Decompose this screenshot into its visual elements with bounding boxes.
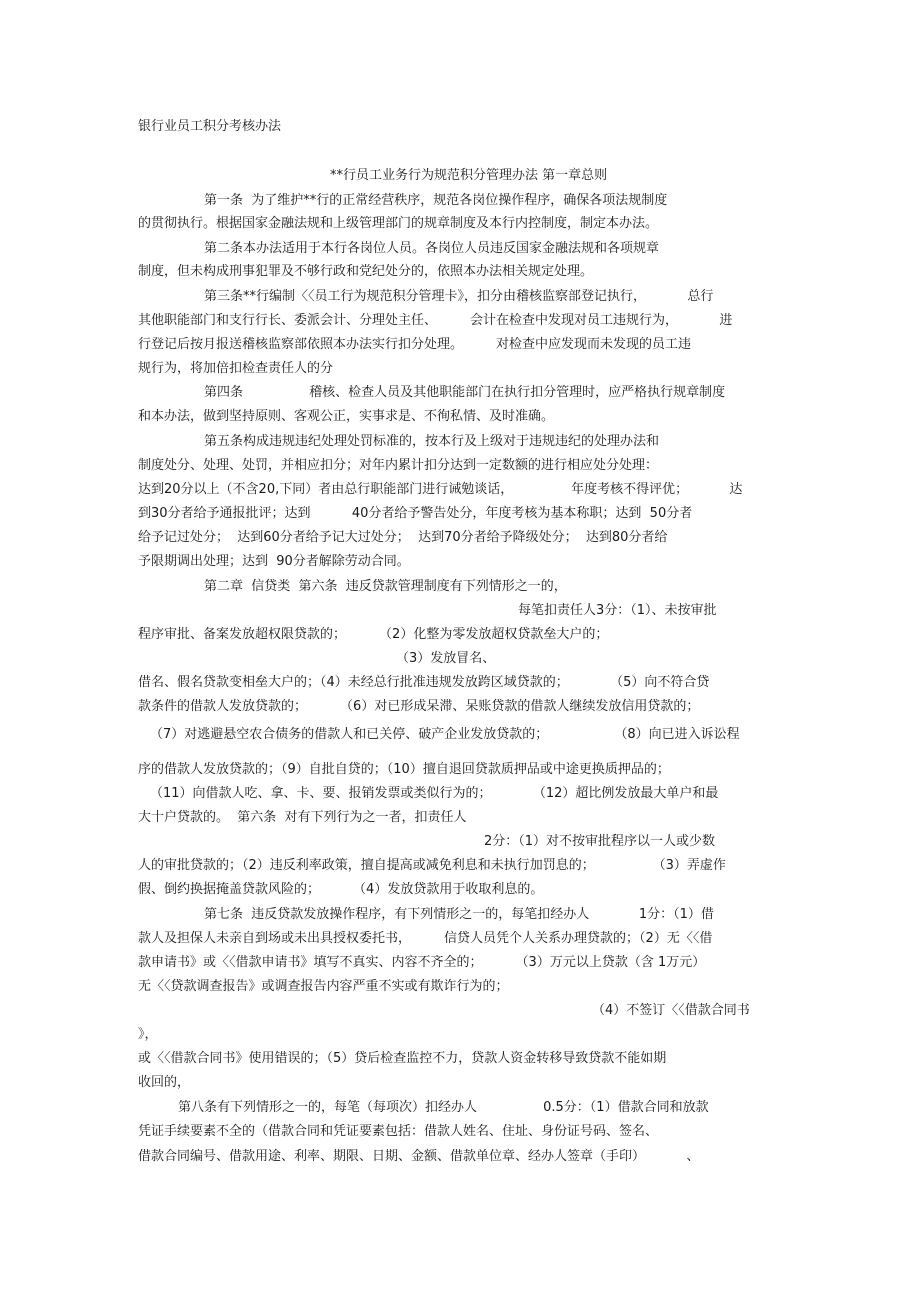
document-title: 银行业员工积分考核办法	[138, 119, 282, 134]
text-line: 收回的，	[138, 1075, 191, 1090]
text-line: 达到20分以上（不含20,下同）者由总行职能部门进行诫勉谈话， 年度考核不得评优； 达	[138, 482, 743, 497]
text-line: 第三条**行编制〈〈员工行为规范积分管理卡》，扣分由稽核监察部登记执行， 总行	[204, 289, 714, 304]
text-line: （11）向借款人吃、拿、卡、要、报销发票或类似行为的； （12）超比例发放最大单户和最	[150, 786, 719, 801]
text-line: 第二章 信贷类 第六条 违反贷款管理制度有下列情形之一的，	[204, 579, 567, 594]
text-line: 规行为，将加倍扣检查责任人的分	[138, 361, 334, 376]
text-line: 款申请书》或〈〈借款申请书》填写不真实、内容不齐全的； （3）万元以上贷款（含 1万元）	[138, 955, 706, 970]
text-line: 或〈〈借款合同书》使用错误的；（5）贷后检查监控不力，贷款人资金转移导致贷款不能如期	[138, 1051, 667, 1066]
text-line: （4）不签订〈〈借款合同书	[592, 1003, 750, 1018]
text-line: 第八条有下列情形之一的，每笔（每项次）扣经办人 0.5分：（1）借款合同和放款	[178, 1100, 709, 1115]
text-line: 人的审批贷款的；（2）违反利率政策，擅自提高或减免利息和未执行加罚息的； （3）弄虚作	[138, 858, 726, 873]
text-line: 的贯彻执行。根据国家金融法规和上级管理部门的规章制度及本行内控制度，制定本办法。	[138, 216, 659, 231]
text-line: （7）对逃避悬空农合债务的借款人和已关停、破产企业发放贷款的； （8）向已进入诉讼程	[150, 727, 740, 742]
text-line: 第二条本办法适用于本行各岗位人员。各岗位人员违反国家金融法规和各项规章	[204, 241, 660, 256]
text-line: 款人及担保人未亲自到场或未出具授权委托书， 信贷人员凭个人关系办理贷款的；（2）无〈〈借	[138, 931, 713, 946]
text-line: 款条件的借款人发放贷款的； （6）对已形成呆滞、呆账贷款的借款人继续发放信用贷款的；	[138, 699, 700, 714]
text-line: 序的借款人发放贷款的；（9）自批自贷的；（10）擅自退回贷款质押品或中途更换质押品的；	[138, 762, 670, 777]
text-line: 凭证手续要素不全的（借款合同和凭证要素包括：借款人姓名、住址、身份证号码、签名、	[138, 1124, 659, 1139]
text-line: 予限期调出处理；达到 90分者解除劳动合同。	[138, 554, 410, 569]
text-line: 第七条 违反贷款发放操作程序，有下列情形之一的，每笔扣经办人 1分：（1）借	[204, 907, 714, 922]
text-line: 大十户贷款的。 第六条 对有下列行为之一者，扣责任人	[138, 810, 467, 825]
text-line: 第一条 为了维护**行的正常经营秩序，规范各岗位操作程序，确保各项法规制度	[204, 193, 668, 208]
text-line: 制度，但未构成刑事犯罪及不够行政和党纪处分的，依照本办法相关规定处理。	[138, 264, 594, 279]
text-line: 》，	[138, 1027, 158, 1042]
text-line: 到30分者给予通报批评；达到 40分者给予警告处分，年度考核为基本称职；达到 50分者	[138, 506, 693, 521]
text-line: 第五条构成违规违纪处理处罚标准的，按本行及上级对于违规违纪的处理办法和	[204, 434, 660, 449]
text-line: 行登记后按月报送稽核监察部依照本办法实行扣分处理。 对检查中应发现而未发现的员工违	[138, 337, 692, 352]
text-line: 假、倒约换据掩盖贷款风险的； （4）发放贷款用于收取利息的。	[138, 882, 544, 897]
text-line: 无〈〈贷款调查报告》或调查报告内容严重不实或有欺诈行为的；	[138, 979, 509, 994]
text-line: 每笔扣责任人3分：（1）、未按审批	[518, 603, 717, 618]
text-line: **行员工业务行为规范积分管理办法 第一章总则	[330, 168, 608, 183]
text-line: 借名、假名贷款变相垒大户的；（4）未经总行批准违规发放跨区域贷款的； （5）向不符合贷	[138, 675, 710, 690]
text-line: 程序审批、备案发放超权限贷款的； （2）化整为零发放超权贷款垒大户的；	[138, 627, 609, 642]
text-line: （3）发放冒名、	[396, 651, 496, 666]
text-line: 第四条 稽核、检查人员及其他职能部门在执行扣分管理时，应严格执行规章制度	[204, 385, 726, 400]
text-line: 制度处分、处理、处罚，并相应扣分；对年内累计扣分达到一定数额的进行相应处分处理：	[138, 458, 659, 473]
text-line: 其他职能部门和支行行长、委派会计、分理处主任、 会计在检查中发现对员工违规行为， 进	[138, 313, 733, 328]
text-line: 给予记过处分； 达到60分者给予记大过处分； 达到70分者给予降级处分； 达到80分者给	[138, 530, 668, 545]
text-line: 借款合同编号、借款用途、利率、期限、日期、金额、借款单位章、经办人签章（手印） 、	[138, 1149, 700, 1164]
text-line: 和本办法，做到坚持原则、客观公正，实事求是、不徇私情、及时准确。	[138, 409, 555, 424]
text-line: 2分：（1）对不按审批程序以一人或少数	[484, 834, 716, 849]
